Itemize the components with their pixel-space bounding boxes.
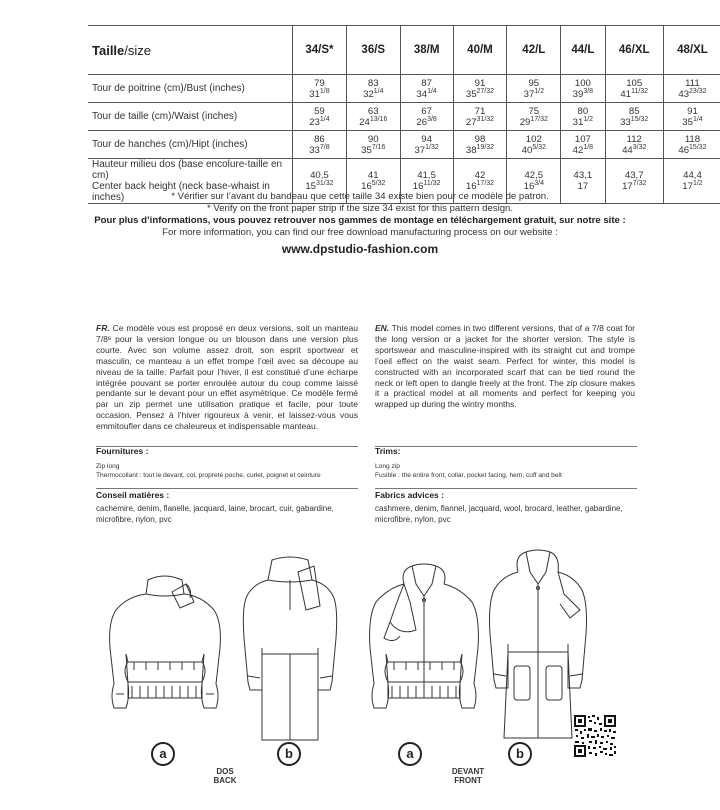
value-inch — [293, 145, 346, 156]
value-cm: 59 — [314, 105, 325, 117]
value-inch — [561, 89, 604, 100]
value-cm: 43,1 — [573, 170, 593, 181]
jacket-back-drawing — [100, 558, 230, 738]
value-inch — [401, 145, 453, 156]
value-inch — [606, 145, 663, 156]
value-inch-fraction: 1/32 — [425, 143, 439, 151]
measurement-cell — [605, 131, 663, 159]
value-inch — [347, 145, 400, 156]
measurement-cell — [561, 103, 605, 131]
measurement-label — [88, 75, 293, 103]
value-inch — [606, 89, 663, 100]
measurement-cell — [346, 75, 400, 103]
value-inch-fraction: 17/32 — [476, 179, 495, 187]
view-a-back-label: a — [151, 742, 175, 766]
value-inch-whole: 16 — [523, 181, 535, 192]
value-inch-whole: 44 — [622, 144, 633, 156]
value-cm: 111 — [685, 77, 700, 89]
measurement-cell — [400, 75, 453, 103]
front-label-fr: DEVANT — [451, 767, 485, 776]
divider — [375, 488, 637, 489]
supplies-item-en: Fusible : the entire front, collar, pocket facing, hem, cuff and belt — [375, 472, 562, 479]
measurement-cell — [663, 103, 720, 131]
value-inch-fraction: 7/16 — [371, 143, 386, 151]
value-inch-whole: 16 — [412, 181, 424, 192]
value-inch-whole: 46 — [678, 144, 690, 156]
value-cm: 86 — [314, 133, 325, 145]
measurement-label-line2: Center back height (neck base-whaist in inches) — [92, 181, 270, 203]
size-header-cell: 46/XL — [605, 26, 663, 75]
value-cm: 42 — [474, 170, 486, 181]
view-b-front-label: b — [508, 742, 532, 766]
value-cm: 98 — [474, 133, 486, 145]
value-cm: 91 — [687, 105, 698, 117]
value-inch-fraction: 31/32 — [315, 179, 334, 187]
value-inch-fraction: 1/8 — [583, 143, 594, 151]
value-inch-whole: 40 — [521, 144, 533, 156]
measurement-label-line1: Tour de hanches (cm)/Hipt (inches) — [92, 139, 248, 150]
value-inch — [664, 89, 720, 100]
value-inch-fraction: 1/4 — [319, 115, 330, 123]
value-inch — [293, 89, 346, 100]
website-link[interactable]: www.dpstudio-fashion.com — [281, 242, 439, 256]
value-inch — [293, 117, 346, 128]
value-inch-whole: 41 — [620, 88, 632, 100]
value-inch-fraction: 1/2 — [534, 87, 545, 95]
value-cm: 71 — [474, 105, 486, 117]
value-inch-fraction: 5/32 — [532, 143, 546, 151]
size-table — [88, 25, 720, 204]
value-inch — [507, 145, 560, 156]
value-cm: 112 — [626, 133, 642, 145]
supplies-item-en: Long zip — [375, 463, 400, 470]
value-inch-whole: 23 — [309, 116, 320, 128]
measurement-cell — [293, 103, 347, 131]
value-cm: 107 — [574, 133, 591, 145]
value-inch-fraction: 11/32 — [423, 179, 441, 187]
measurement-row — [88, 75, 720, 103]
value-cm: 67 — [421, 105, 432, 117]
measurement-cell — [346, 131, 400, 159]
value-inch-fraction: 17/32 — [530, 115, 548, 123]
supplies-title-en: Trims: — [375, 446, 401, 456]
value-cm: 102 — [525, 133, 542, 145]
divider — [375, 446, 637, 447]
value-inch-whole: 42 — [572, 144, 584, 156]
value-cm: 85 — [628, 105, 640, 117]
value-inch — [401, 117, 453, 128]
value-cm: 90 — [367, 133, 379, 145]
value-inch — [347, 117, 400, 128]
value-cm: 94 — [421, 133, 432, 145]
value-inch-fraction: 3/8 — [427, 115, 437, 123]
description-en-text: This model comes in two different versions, that of a 7/8 coat for the long version or a jacket for the shorter version. The style is sportswear and masculine-inspired with its straight cut and trompe l’oeil effect on the waist seam. Perfect for winter, this model is constructed with an incorporated scarf that can be tied round the neck or left open to dangle freely at the front. The zip closure makes it a practical model at all moments and perfect for keeping you wrapped up during the wintry months. — [375, 323, 635, 410]
fr-tag: FR. — [96, 323, 110, 333]
value-inch-whole: 15 — [305, 181, 316, 192]
value-inch-fraction: 11/32 — [631, 87, 649, 95]
value-inch-whole: 17 — [682, 181, 693, 192]
coat-back-drawing — [232, 550, 350, 750]
value-cm: 44,4 — [683, 170, 702, 181]
measurement-label-line1: Tour de poitrine (cm)/Bust (inches) — [92, 83, 245, 94]
size-34-note-en: * Verify on the front paper strip if the size 34 exist for this pattern design. — [206, 203, 514, 214]
value-cm: 41 — [367, 170, 379, 181]
size-header-cell: 36/S — [346, 26, 400, 75]
size-header-label — [88, 26, 293, 75]
value-inch — [454, 89, 507, 100]
measurement-cell — [507, 131, 561, 159]
back-label-en: BACK — [213, 776, 237, 785]
size-header-cell: 38/M — [400, 26, 453, 75]
value-inch-fraction: 15/32 — [630, 115, 649, 123]
value-inch-whole: 34 — [416, 88, 428, 100]
divider — [96, 488, 358, 489]
info-note-en: For more information, you can find our free download manufacturing process on our website : — [162, 227, 558, 238]
measurement-cell — [453, 103, 507, 131]
value-inch-fraction: 15/32 — [689, 143, 707, 151]
value-inch-fraction: 3/8 — [583, 87, 594, 95]
value-cm: 43,7 — [624, 170, 644, 181]
measurement-cell — [663, 131, 720, 159]
value-inch — [454, 117, 507, 128]
measurement-row — [88, 103, 720, 131]
value-cm: 80 — [577, 105, 589, 117]
back-label-fr: DOS — [216, 767, 234, 776]
jacket-front-drawing — [360, 558, 490, 738]
value-inch — [507, 89, 560, 100]
value-inch-whole: 16 — [361, 181, 372, 192]
measurement-cell — [453, 131, 507, 159]
measurement-cell — [663, 75, 720, 103]
en-tag: EN. — [375, 323, 390, 333]
value-inch-whole: 37 — [523, 88, 535, 100]
value-inch-whole: 16 — [465, 181, 477, 192]
size-34-note-fr: * Vérifier sur l’avant du bandeau que cette taille 34 existe bien pour ce modèle de patron. — [171, 191, 549, 202]
measurement-cell — [400, 103, 453, 131]
measurement-label — [88, 103, 293, 131]
supplies-title-fr: Fournitures : — [96, 446, 149, 456]
value-inch — [561, 145, 604, 156]
measurement-cell — [400, 131, 453, 159]
value-inch — [507, 117, 560, 128]
value-inch-fraction: 31/32 — [476, 115, 495, 123]
value-inch-whole: 27 — [465, 116, 477, 128]
measurement-cell — [507, 75, 561, 103]
value-cm: 42,5 — [524, 170, 544, 181]
value-cm: 41,5 — [417, 170, 436, 181]
value-inch-fraction: 3/32 — [632, 143, 647, 151]
qr-code — [573, 714, 617, 758]
value-inch-fraction: 3/4 — [534, 179, 545, 187]
value-cm: 100 — [574, 77, 591, 89]
measurement-label-line1: Hauteur milieu dos (base encolure-taille en cm) — [92, 159, 283, 181]
value-cm: 63 — [367, 105, 379, 117]
value-inch — [606, 117, 663, 128]
measurement-cell — [346, 103, 400, 131]
value-inch-whole: 35 — [361, 144, 372, 156]
supplies-item-fr: Zip long — [96, 463, 120, 470]
back-view-label — [205, 767, 245, 785]
value-inch-fraction: 1/4 — [373, 87, 384, 95]
description-fr — [96, 323, 358, 432]
value-inch-whole: 17 — [622, 181, 633, 192]
value-inch-fraction: 1/2 — [583, 115, 594, 123]
size-header-cell: 42/L — [507, 26, 561, 75]
value-cm: 83 — [367, 77, 379, 89]
value-inch-fraction: 7/8 — [319, 143, 330, 151]
measurement-cell — [605, 75, 663, 103]
view-a-front-label: a — [398, 742, 422, 766]
size-header-cell: 48/XL — [663, 26, 720, 75]
value-cm: 79 — [314, 77, 325, 89]
value-inch-whole: 35 — [682, 116, 693, 128]
value-cm: 91 — [474, 77, 486, 89]
measurement-cell — [605, 103, 663, 131]
value-inch-whole: 31 — [309, 88, 320, 100]
description-en — [375, 323, 635, 410]
value-inch-fraction: 13/16 — [369, 115, 388, 123]
size-header-label-fr: Taille — [92, 42, 125, 58]
value-inch-fraction: 5/32 — [371, 179, 386, 187]
value-inch — [454, 145, 507, 156]
value-inch — [401, 89, 453, 100]
size-header-cell: 44/L — [561, 26, 605, 75]
measurement-cell — [561, 75, 605, 103]
supplies-item-fr: Thermocollant : tout le devant, col, propreté poche, curlet, poignet et ceinture — [96, 472, 321, 479]
size-header-cell: 40/M — [453, 26, 507, 75]
value-inch-fraction: 27/32 — [476, 87, 495, 95]
value-inch-whole: 17 — [577, 181, 589, 192]
value-cm: 105 — [626, 77, 643, 89]
value-inch-fraction: 7/32 — [632, 179, 647, 187]
fabrics-text-en: cashmere, denim, flannel, jacquard, wool, brocard, leather, gabardine, microfibre, nylon, pvc — [375, 504, 623, 524]
value-inch-whole: 31 — [572, 116, 584, 128]
fabrics-text-fr: cachemire, denim, flanelle, jacquard, laine, brocart, cuir, gabardine, microfibre, nylon, pvc — [96, 504, 334, 524]
value-inch-whole: 33 — [620, 116, 631, 128]
value-inch-whole: 32 — [363, 88, 374, 100]
value-inch-fraction: 1/4 — [427, 87, 437, 95]
measurement-cell — [293, 75, 347, 103]
value-inch-whole: 37 — [414, 144, 426, 156]
front-view-label — [440, 767, 496, 785]
front-label-en: FRONT — [454, 776, 482, 785]
value-cm: 75 — [528, 105, 540, 117]
size-header-row — [88, 26, 720, 75]
value-cm: 95 — [528, 77, 540, 89]
value-inch — [561, 117, 604, 128]
value-inch-whole: 38 — [465, 144, 477, 156]
value-inch-fraction: 1/8 — [319, 87, 330, 95]
measurement-label — [88, 131, 293, 159]
value-inch-whole: 39 — [572, 88, 584, 100]
fabrics-title-en: Fabrics advices : — [375, 490, 444, 500]
value-inch-fraction: 1/4 — [692, 115, 703, 123]
value-cm: 118 — [684, 133, 701, 145]
measurement-row — [88, 131, 720, 159]
fabrics-title-fr: Conseil matières : — [96, 490, 170, 500]
view-b-back-label: b — [277, 742, 301, 766]
value-inch-whole: 29 — [519, 116, 531, 128]
measurement-cell — [561, 131, 605, 159]
value-cm: 87 — [421, 77, 432, 89]
value-inch — [347, 89, 400, 100]
size-header-label-en: /size — [124, 42, 152, 58]
description-fr-text: Ce modèle vous est proposé en deux versions, soit un manteau 7/8ᵉ pour la version longue ou un blouson dans une version plus courte. Avec son volume assez droit, son esprit sportwear et masculin, ce manteau a un effet trompe l’œil avec sa découpe au niveau de la taille. Parfait pour l’hiver, il est constitué d’une écharpe intégrée pouvant se porter enroulée autour du coup comme laissé pendante sur le devant pour un effet asymétrique. Ce modèle fermé par un zip permet une utilisation pratique et facile, pour toute occasion. Pensez à l’hiver rigoureux à venir, et laissez-vous vous emmitoufler dans ce chaleureux et indispensable manteau. — [96, 323, 358, 432]
value-inch-fraction: 19/32 — [476, 143, 495, 151]
value-inch-whole: 26 — [416, 116, 428, 128]
measurement-label-line1: Tour de taille (cm)/Waist (inches) — [92, 111, 238, 122]
value-inch-whole: 43 — [678, 88, 690, 100]
measurement-cell — [507, 103, 561, 131]
value-inch-whole: 33 — [309, 144, 320, 156]
value-inch-whole: 24 — [359, 116, 370, 128]
size-header-cell: 34/S* — [293, 26, 347, 75]
value-inch-fraction: 23/32 — [689, 87, 707, 95]
info-note-fr: Pour plus d’informations, vous pouvez retrouver nos gammes de montage en téléchargement gratuit, sur notre site : — [94, 215, 626, 226]
value-cm: 40,5 — [310, 170, 329, 181]
value-inch-fraction: 1/2 — [692, 179, 703, 187]
value-inch — [664, 117, 720, 128]
value-inch-whole: 35 — [465, 88, 477, 100]
measurement-cell — [453, 75, 507, 103]
measurement-cell — [293, 131, 347, 159]
value-inch — [664, 145, 720, 156]
